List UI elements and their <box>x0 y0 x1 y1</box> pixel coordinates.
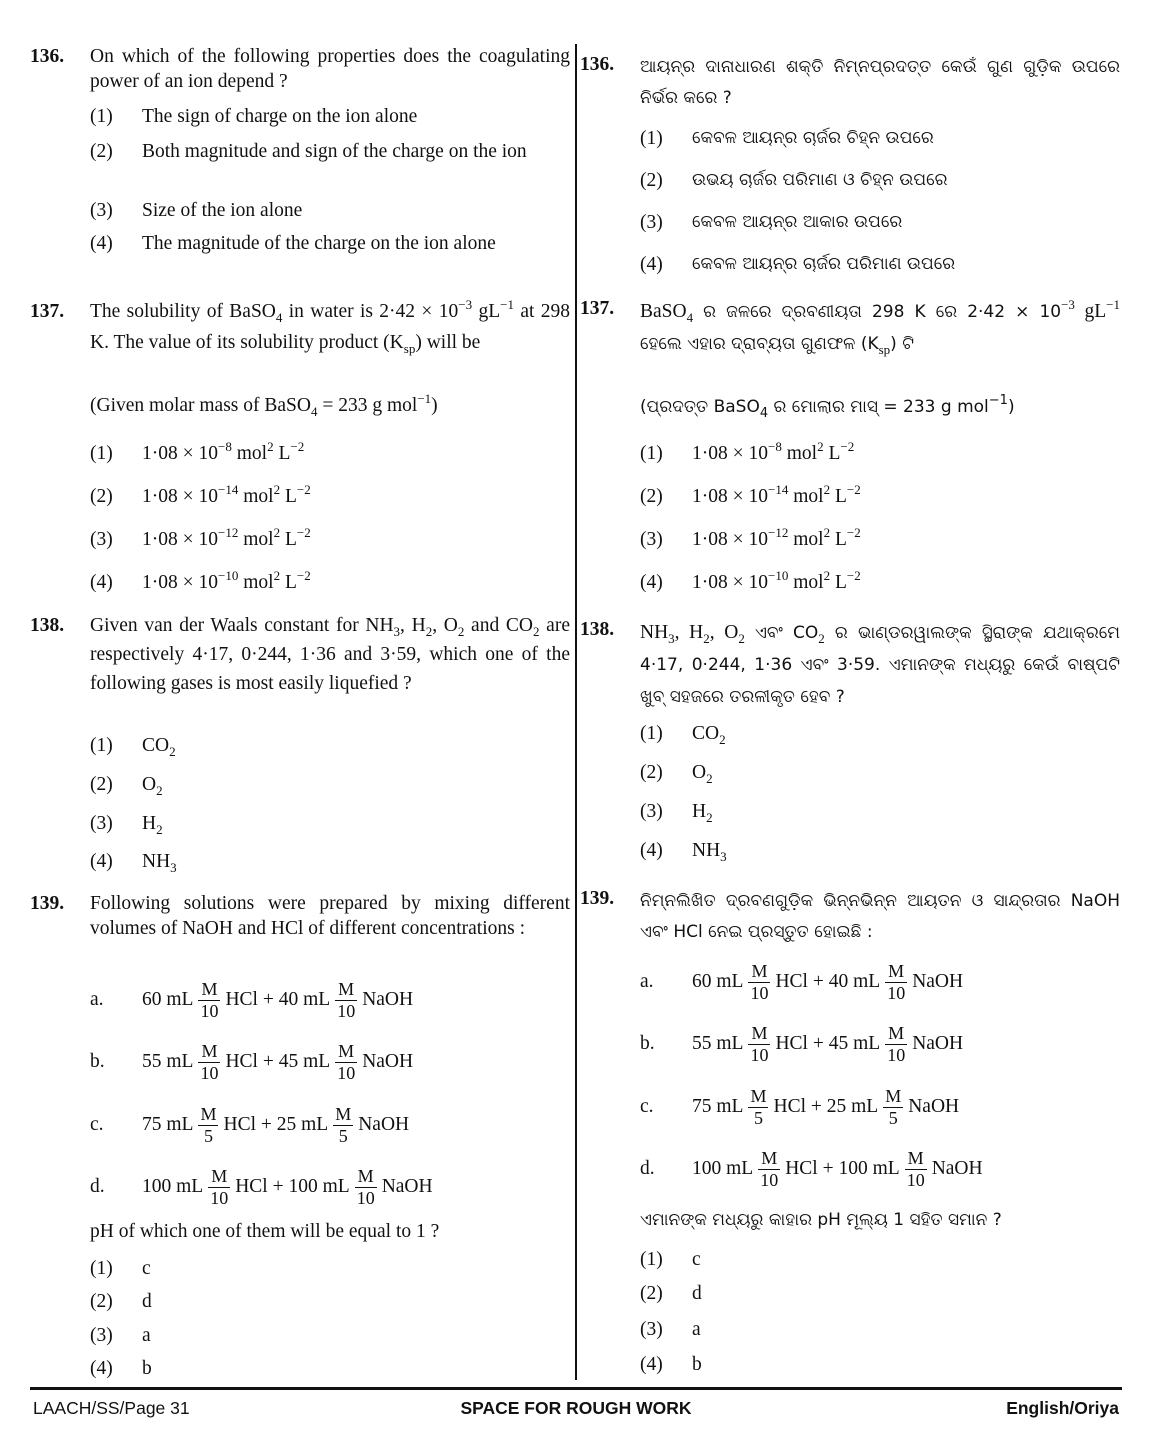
question-number: 139. <box>30 893 65 914</box>
option-3[interactable]: (3) a <box>640 1317 1120 1342</box>
option-2[interactable]: (2) $1\cdot 08 \times 10^{-14}$ mol$^2$ $L^{-2}$ <box>640 484 1120 509</box>
option-text: କେବଳ ଆୟନ୍‌ର ଚାର୍ଜର ଚିହ୍ନ ଉପରେ <box>692 128 934 148</box>
option-2[interactable]: (2) ଉଭୟ ଚାର୍ଜର ପରିମାଣ ଓ ଚିହ୍ନ ଉପରେ <box>640 168 1120 193</box>
question-number: 136. <box>30 46 65 67</box>
option-1[interactable]: (1) $1\cdot 08 \times 10^{-8}$ mol$^2$ $L^{-2}$ <box>640 441 1120 466</box>
option-1[interactable]: (1) $CO_2$ <box>90 733 570 758</box>
option-text: b <box>692 1354 702 1375</box>
option-number: (4) <box>90 233 113 254</box>
option-text: c <box>142 1258 151 1279</box>
question-number: 138. <box>580 619 615 640</box>
rough-work-label: SPACE FOR ROUGH WORK <box>460 1398 692 1418</box>
question-text: ଆୟନ୍‌ର ଦାନାଧାରଣ ଶକ୍ତି ନିମ୍ନପ୍ରଦତ୍ତ କେଉଁ ଗୁଣ ଗୁଡ଼ିକ ଉପରେ ନିର୍ଭର କରେ ? <box>640 57 1120 108</box>
option-2[interactable]: (2) d <box>90 1289 570 1314</box>
option-text: d <box>692 1283 702 1304</box>
option-2[interactable]: (2) d <box>640 1281 1120 1306</box>
mixture-a: a. 60 mL $\frac{M}{10}$ HCl + 40 mL $\frac{M}{10}$ NaOH <box>640 960 964 1003</box>
option-text: $1\cdot 08 \times 10^{-8}$ mol$^2$ $L^{-2}$ <box>692 439 855 464</box>
option-2[interactable]: (2) $1\cdot 08 \times 10^{-14}$ mol$^2$ $L^{-2}$ <box>90 484 570 509</box>
option-text: b <box>142 1358 152 1379</box>
option-text: $1\cdot 08 \times 10^{-8}$ mol$^2$ $L^{-2}$ <box>142 439 305 464</box>
column-divider <box>575 44 577 1380</box>
option-3[interactable]: (3) $H_2$ <box>90 811 570 836</box>
option-text: c <box>692 1249 701 1270</box>
option-text: $H_2$ <box>142 813 163 837</box>
mixture-d: d. 100 mL $\frac{M}{10}$ HCl + 100 mL $\frac{M}{10}$ NaOH <box>640 1147 983 1190</box>
question-137 <box>580 296 1120 360</box>
mixture-b: b. 55 mL $\frac{M}{10}$ HCl + 45 mL $\frac{M}{10}$ NaOH <box>90 1040 414 1083</box>
option-number: (3) <box>90 200 113 221</box>
mixture-d: d. 100 mL $\frac{M}{10}$ HCl + 100 mL $\frac{M}{10}$ NaOH <box>90 1165 433 1208</box>
option-text: $1\cdot 08 \times 10^{-14}$ mol$^2$ $L^{-2}$ <box>142 482 311 507</box>
option-text: $NH_3$ <box>142 851 177 875</box>
mixture-b: b. 55 mL $\frac{M}{10}$ HCl + 45 mL $\frac{M}{10}$ NaOH <box>640 1022 964 1065</box>
option-text: $1\cdot 08 \times 10^{-14}$ mol$^2$ $L^{-2}$ <box>692 482 861 507</box>
option-2[interactable]: (2) $O_2$ <box>640 760 1120 785</box>
option-2[interactable] <box>90 139 570 164</box>
question-136 <box>580 52 1120 114</box>
option-text: The sign of charge on the ion alone <box>142 106 418 127</box>
option-3[interactable]: (3) $1\cdot 08 \times 10^{-12}$ mol$^2$ $L^{-2}$ <box>640 527 1120 552</box>
question-139 <box>30 891 570 941</box>
question-number: 139. <box>580 888 615 909</box>
option-text: $CO_2$ <box>692 723 726 747</box>
option-text: $1\cdot 08 \times 10^{-10}$ mol$^2$ $L^{-2}$ <box>142 568 311 593</box>
question-text: ନିମ୍ନଲିଖିତ ଦ୍ରବଣଗୁଡ଼ିକ ଭିନ୍ନଭିନ୍ନ ଆୟତନ ଓ ସାନ୍ଦ୍ରତାର NaOH ଏବଂ HCl ନେଇ ପ୍ରସ୍ତୁତ ହୋଇଛି : <box>640 891 1120 942</box>
option-4[interactable]: (4) b <box>90 1356 570 1381</box>
question-139 <box>580 886 1120 948</box>
question-137 <box>30 296 570 358</box>
option-text: d <box>142 1291 152 1312</box>
option-1[interactable]: (1) c <box>640 1247 1120 1272</box>
question-138 <box>30 611 570 698</box>
mixture-c: c. 75 mL $\frac{M}{5}$ HCl + 25 mL $\frac{M}{5}$ NaOH <box>640 1085 960 1128</box>
footer-rule <box>30 1387 1122 1390</box>
language-label: English/Oriya <box>1006 1398 1119 1418</box>
option-text: a <box>142 1325 151 1346</box>
option-text: $1\cdot 08 \times 10^{-10}$ mol$^2$ $L^{-2}$ <box>692 568 861 593</box>
option-text: $1\cdot 08 \times 10^{-12}$ mol$^2$ $L^{-2}$ <box>692 525 861 550</box>
option-text: $1\cdot 08 \times 10^{-12}$ mol$^2$ $L^{-2}$ <box>142 525 311 550</box>
option-1[interactable]: (1) କେବଳ ଆୟନ୍‌ର ଚାର୍ଜର ଚିହ୍ନ ଉପରେ <box>640 126 1120 151</box>
option-text: The magnitude of the charge on the ion alone <box>142 233 496 254</box>
mixture-c: c. 75 mL $\frac{M}{5}$ HCl + 25 mL $\frac{M}{5}$ NaOH <box>90 1103 410 1146</box>
question-number: 138. <box>30 615 65 636</box>
question-text: Following solutions were prepared by mixing different volumes of NaOH and HCl of different concentrations : <box>90 893 570 939</box>
option-text: କେବଳ ଆୟନ୍‌ର ଚାର୍ଜର ପରିମାଣ ଉପରେ <box>692 254 956 274</box>
option-text: $H_2$ <box>692 801 713 825</box>
option-text: ଉଭୟ ଚାର୍ଜର ପରିମାଣ ଓ ଚିହ୍ନ ଉପରେ <box>692 170 948 190</box>
option-3[interactable]: (3) $1\cdot 08 \times 10^{-12}$ mol$^2$ $L^{-2}$ <box>90 527 570 552</box>
option-text: Size of the ion alone <box>142 200 303 221</box>
question-136 <box>30 44 570 94</box>
question-text: Given van der Waals constant for $NH_3$, $H_2$, $O_2$ and $CO_2$ are respectively 4·17, 0·244, 1·36 and 3·59, which one of the following gases is most easily liquefied ? <box>90 615 570 694</box>
option-3[interactable] <box>90 198 570 223</box>
option-text: $O_2$ <box>692 762 713 786</box>
option-4[interactable] <box>90 231 570 256</box>
question-number: 136. <box>580 54 615 75</box>
option-1[interactable] <box>90 104 570 129</box>
question-138 <box>580 617 1120 713</box>
option-number: (2) <box>90 141 113 162</box>
question-number: 137. <box>30 301 65 322</box>
given-note: (ପ୍ରଦତ୍ତ BaSO$_4$ ର ମୋଲାର ମାସ୍ = 233 g mol$^{-1}$) <box>640 393 1015 421</box>
option-3[interactable]: (3) a <box>90 1323 570 1348</box>
english-column <box>30 0 570 1380</box>
question-text: The solubility of BaSO$_4$ in water is $2\cdot 42 \times 10^{-3}$ $gL^{-1}$ at 298 K. The value of its solubility product $(K_{sp})$ will be <box>90 297 571 356</box>
option-3[interactable]: (3) $H_2$ <box>640 799 1120 824</box>
option-text: $CO_2$ <box>142 735 176 759</box>
option-1[interactable]: (1) $1\cdot 08 \times 10^{-8}$ mol$^2$ $L^{-2}$ <box>90 441 570 466</box>
question-text: On which of the following properties does the coagulating power of an ion depend ? <box>90 46 570 92</box>
option-4[interactable]: (4) $1\cdot 08 \times 10^{-10}$ mol$^2$ $L^{-2}$ <box>90 570 570 595</box>
option-4[interactable]: (4) $NH_3$ <box>90 849 570 874</box>
option-text: $O_2$ <box>142 774 163 798</box>
sub-question: ଏମାନଙ୍କ ମଧ୍ୟରୁ କାହାର pH ମୂଲ୍ୟ 1 ସହିତ ସମାନ ? <box>640 1210 1002 1230</box>
option-4[interactable]: (4) କେବଳ ଆୟନ୍‌ର ଚାର୍ଜର ପରିମାଣ ଉପରେ <box>640 252 1120 277</box>
question-number: 137. <box>580 298 615 319</box>
option-4[interactable]: (4) $NH_3$ <box>640 838 1120 863</box>
option-2[interactable]: (2) $O_2$ <box>90 772 570 797</box>
question-text: BaSO$_4$ ର ଜଳରେ ଦ୍ରବଣୀୟତା 298 K ରେ $2\cdot 42 \times 10^{-3}$ $gL^{-1}$ ହେଲେ ଏହାର ଦ୍ରାବ୍ୟତା ଗୁଣଫଳ $(K_{sp})$ ଟି <box>640 297 1120 357</box>
option-4[interactable]: (4) $1\cdot 08 \times 10^{-10}$ mol$^2$ $L^{-2}$ <box>640 570 1120 595</box>
option-text: କେବଳ ଆୟନ୍‌ର ଆକାର ଉପରେ <box>692 212 903 232</box>
given-note: (Given molar mass of BaSO$_4$ = 233 g mol$^{-1}$) <box>90 391 438 419</box>
question-text: $NH_3$, $H_2$, $O_2$ ଏବଂ $CO_2$ ର ଭାଣ୍ଡରୱାଲଙ୍କ ସ୍ଥିରାଙ୍କ ଯଥାକ୍ରମେ 4·17, 0·244, 1·36 ଏବଂ 3·59. ଏମାନଙ୍କ ମଧ୍ୟରୁ କେଉଁ ବାଷ୍ପଟି ଖୁବ୍ ସହଜରେ ତରଳୀକୃତ ହେବ ? <box>640 622 1120 707</box>
option-3[interactable]: (3) କେବଳ ଆୟନ୍‌ର ଆକାର ଉପରେ <box>640 210 1120 235</box>
page-code: LAACH/SS/Page 31 <box>33 1398 190 1418</box>
option-text: Both magnitude and sign of the charge on the ion <box>142 141 527 162</box>
option-1[interactable]: (1) $CO_2$ <box>640 721 1120 746</box>
option-1[interactable]: (1) c <box>90 1256 570 1281</box>
option-text: a <box>692 1319 701 1340</box>
option-4[interactable]: (4) b <box>640 1352 1120 1377</box>
option-number: (1) <box>90 106 113 127</box>
oriya-column <box>580 0 1120 1380</box>
sub-question: pH of which one of them will be equal to 1 ? <box>90 1221 440 1242</box>
mixture-a: a. 60 mL $\frac{M}{10}$ HCl + 40 mL $\frac{M}{10}$ NaOH <box>90 978 414 1021</box>
option-text: $NH_3$ <box>692 840 727 864</box>
